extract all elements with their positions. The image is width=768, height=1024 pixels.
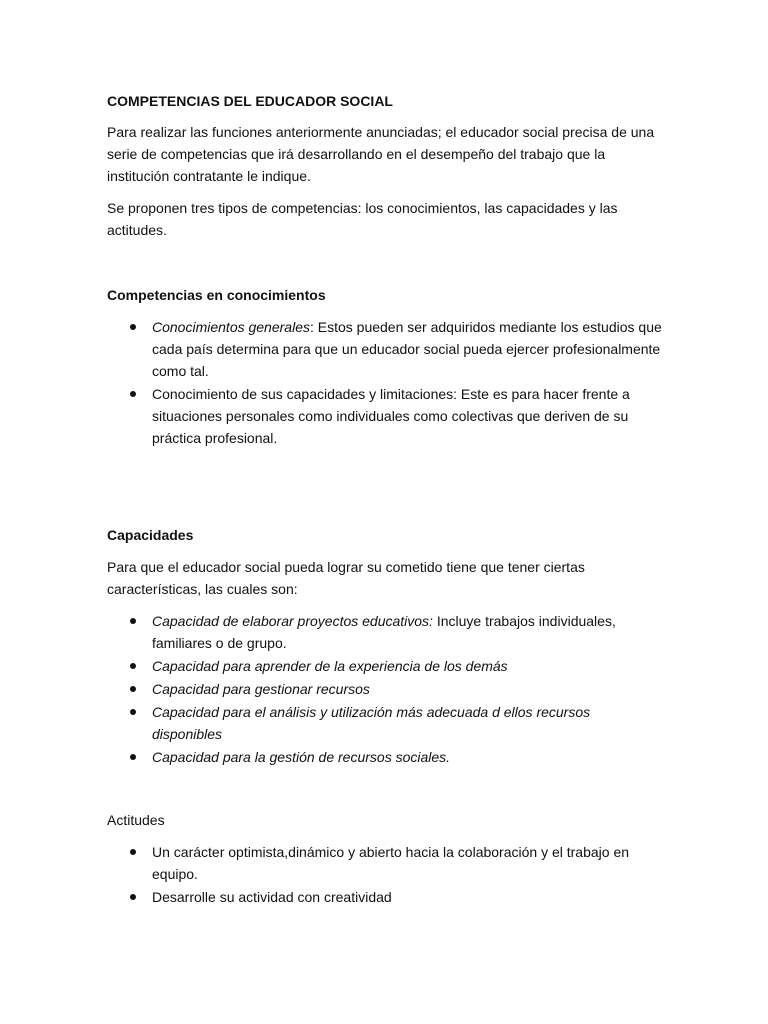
list-item [107, 701, 663, 745]
bullet-icon [130, 894, 136, 900]
list-conocimientos [107, 316, 663, 449]
capacidades-intro: Para que el educador social pueda lograr su cometido tiene que tener ciertas características, las cuales son: [107, 559, 585, 597]
item-lead: Capacidad para la gestión de recursos sociales. [152, 749, 451, 765]
item-text: Un carácter optimista,dinámico y abierto hacia la colaboración y el trabajo en equipo. [152, 844, 630, 882]
bullet-icon [130, 618, 136, 624]
item-text: : Estos pueden ser adquiridos mediante los estudios que cada país determina para que un educador social pueda ejercer profesionalmente como tal. [152, 319, 662, 379]
heading-conocimientos: Competencias en conocimientos [107, 287, 326, 303]
heading-capacidades: Capacidades [107, 527, 194, 543]
list-item [107, 655, 663, 677]
bullet-icon [130, 324, 136, 330]
list-item [107, 316, 663, 382]
bullet-icon [130, 686, 136, 692]
list-actitudes [107, 841, 663, 908]
item-text: Conocimiento de sus capacidades y limitaciones: Este es para hacer frente a situaciones personales como individuales como colectivas que deriven de su práctica profesional. [152, 386, 630, 446]
heading-actitudes: Actitudes [107, 812, 165, 828]
item-lead: Capacidad para gestionar recursos [152, 681, 370, 697]
list-capacidades [107, 610, 663, 768]
item-lead: Capacidad para el análisis y utilización más adecuada d ellos recursos disponibles [152, 704, 591, 742]
item-text: Incluye trabajos individuales, familiares o de grupo. [152, 613, 616, 651]
document-page [107, 90, 663, 909]
bullet-icon [130, 754, 136, 760]
list-item [107, 746, 663, 768]
intro-paragraph-2: Se proponen tres tipos de competencias: los conocimientos, las capacidades y las actitudes. [107, 200, 618, 238]
list-item [107, 383, 663, 449]
list-item [107, 678, 663, 700]
item-text: Desarrolle su actividad con creatividad [152, 889, 392, 905]
item-lead: Capacidad para aprender de la experiencia de los demás [152, 658, 508, 674]
list-item [107, 610, 663, 654]
bullet-icon [130, 663, 136, 669]
bullet-icon [130, 709, 136, 715]
list-item [107, 886, 663, 908]
list-item [107, 841, 663, 885]
item-lead: Capacidad de elaborar proyectos educativos: [152, 613, 433, 629]
item-lead: Conocimientos generales [152, 319, 310, 335]
document-title: COMPETENCIAS DEL EDUCADOR SOCIAL [107, 93, 393, 109]
bullet-icon [130, 391, 136, 397]
intro-paragraph-1: Para realizar las funciones anteriormente anunciadas; el educador social precisa de una serie de competencias que irá desarrollando en el desempeño del trabajo que la institución contratante le indique. [107, 124, 655, 184]
bullet-icon [130, 849, 136, 855]
